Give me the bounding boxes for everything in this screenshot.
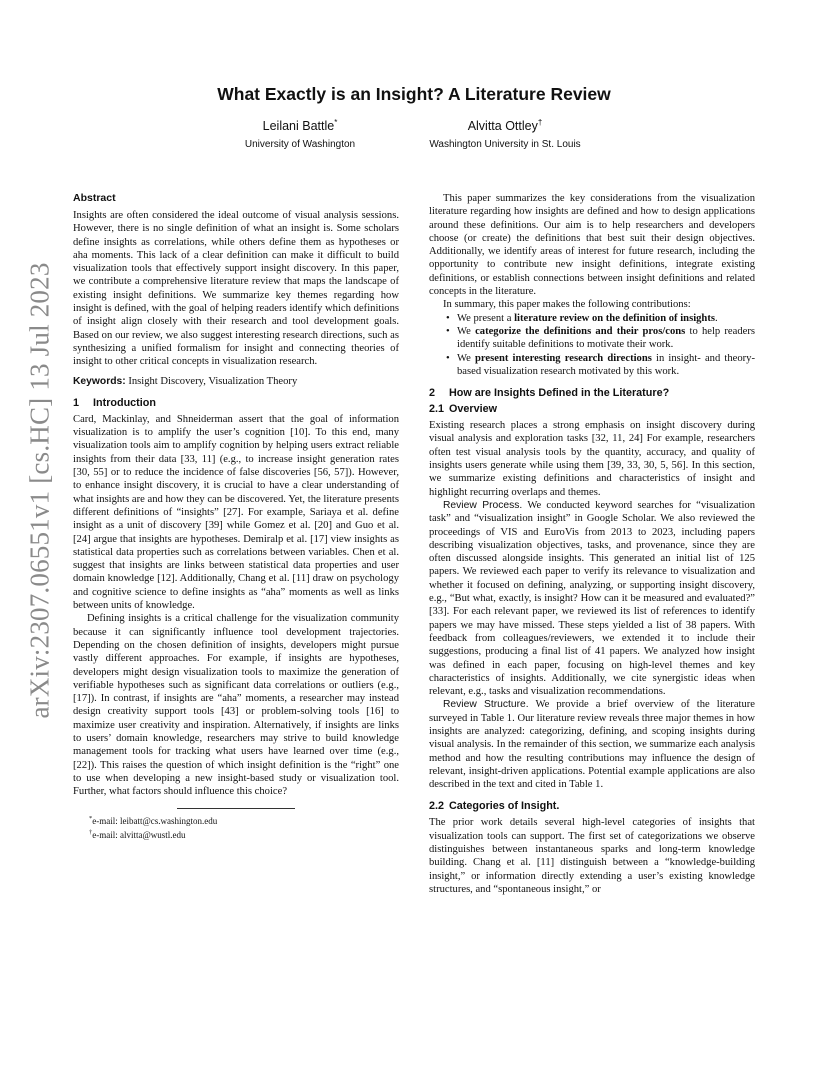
abstract-heading: Abstract [73, 192, 116, 204]
arxiv-identifier: arXiv:2307.06551v1 [cs.HC] 13 Jul 2023 [24, 261, 55, 719]
intro-paragraph-2: Defining insights is a critical challenge for the visualization community because it can significantly influence tool development trajectories. Depending on the chosen definition of insights, developers might pursue vastly different approaches. For example, if insights are hypotheses, developers might design visualization tools to maximize the generation of verifiable hypotheses such as significant data correlations or outliers (e.g., [17]). In contrast, if insights are “aha” moments, a researcher may instead design creativity support tools [43] or problem-solving tools [16] to maximize user creativity and inspiration. Alternatively, if insights are links to users’ domain knowledge, researchers may strive to build knowledge management tools for tracking what users have learned over time (e.g., [22]). This raises the question of which insight definition is the “right” one to use when developing a new insight-based study or visualization tool. Further, what factors should influence this choice? [73, 613, 399, 798]
overview-paragraph: Existing research places a strong emphasis on insight discovery during visual analysis and exploration tasks [32, 11, 24] For example, researchers often test visual analysis tools by the quantity, accuracy, and quality of insights users generate while using them [39, 33, 30, 5, 56]. In this section, we summarize existing definitions and characteristics of insight and highlight recurring overlaps and themes. [429, 420, 755, 498]
arxiv-side-stamp [20, 261, 60, 719]
author-name: Alvitta Ottley [467, 119, 538, 134]
section-heading-introduction: 1 Introduction [73, 396, 156, 409]
review-structure-paragraph: Review Structure. We provide a brief overview of the literature surveyed in Table 1. Our literature review reveals three major themes in how insights are analyzed: categorizing, defining, and scoping insights during visual analysis. In the remainder of this section, we summarize each analysis method and how the resulting contributions may influence the design of relevant, insight-driven applications. Potential example applications are also described in the text and cited in Table 1. [429, 699, 755, 791]
author-affiliation: University of Washington [244, 139, 356, 151]
contributions-list [429, 312, 755, 378]
paper-title: What Exactly is an Insight? A Literature Review [217, 84, 611, 104]
intro-paragraph-1: Card, Mackinlay, and Shneiderman assert that the goal of information visualization is to amplify the user’s cognition [10]. To this end, many visualization tools aim to amplify cognition by helping users extract reliable insights from their data [33, 11] (e.g., to increase insight generation rates [30, 55] or to reduce the incidence of false discoveries [56, 57]). However, to enhance insight discovery, it is crucial to have a clear understanding of what insights are and how they can be discovered. Yet, the literature presents different definitions of “insights” [27]. For example, Sariaya et al. define insight as a unit of discovery [39] while Gomez et al. [20] and Guo et al. [24] argue that insights are hypotheses. Demiralp et al. [17] view insights as statistical data properties such as correlations between variables. Chen et al. suggest that insights are links between statistical data properties and user domain knowledge [12]. Additionally, Chang et al. [11] draw on psychology and cognitive science to define insights as “aha” moments as well as links between units of knowledge. [73, 413, 399, 612]
keywords-label: Keywords: [73, 375, 126, 387]
section-heading-definitions: 2 How are Insights Defined in the Literature? [429, 387, 670, 400]
contribution-item: • We categorize the definitions and their pros/cons to help readers identify suitable definitions to motivate their work. [457, 325, 755, 352]
footnote-email-2: †e-mail: alvitta@wustl.edu [89, 829, 186, 841]
author-affiliation: Washington University in St. Louis [429, 139, 581, 151]
contributions-lead: In summary, this paper makes the following contributions: [443, 299, 691, 311]
author-mark: * [334, 118, 338, 127]
footnote-divider [177, 808, 295, 809]
author-name: Leilani Battle [262, 119, 335, 134]
keywords [73, 375, 399, 388]
keywords-text: Insight Discovery, Visualization Theory [128, 375, 298, 387]
categories-paragraph: The prior work details several high-level categories of insights that visualization tools can support. The first set of categorizations we observe distinguishes between instantaneous sparks and long-term knowledge building. Chang et al. [11] distinguish between a “knowledge-building insight,” or information directly extending a user’s existing knowledge structures, and “spontaneous insight,” or [429, 817, 755, 895]
summary-paragraph: This paper summarizes the key considerations from the visualization literature regarding how insights are defined and how to design applications around these definitions. Our aim is to help researchers and developers choose (or create) the definitions that best suit their design objectives. Additionally, we identify areas of interest for future research, including the opportunity to contribute new insight definitions, integrate existing definitions, or establish connections between insight definitions and related concepts in the literature. [429, 193, 755, 298]
left-column [73, 192, 399, 841]
author-mark: † [537, 118, 543, 127]
right-column [429, 192, 755, 896]
author-block-1 [220, 118, 380, 150]
review-process-paragraph: Review Process. We conducted keyword searches for “visualization task” and “visualization insight” in Google Scholar. We also reviewed the proceedings of VIS and EuroVis from 2013 to 2023, including papers describing visualization objectives, tasks, and provenance, since they are often discussed alongside insights. This generated an initial list of 125 papers. We reviewed each paper to verify its relevance to visualization and whether it focused on defining, analyzing, or supporting insight discovery, e.g., “But what, exactly, is insight? How can it be measured and evaluated?” [33]. For each relevant paper, we reviewed its list of references to identify papers we may have missed. These steps yielded a list of 38 papers. With feedback from colleagues/reviewers, we extended it to include their suggestions, producing a final list of 41 papers. We analyzed how insight was defined in each paper, focusing on high-level themes and key characteristics of insights. Additionally, we cite synergistic ideas when relevant, e.g., tasks and visualization recommendations. [429, 499, 755, 698]
contribution-item: • We present interesting research directions in insight- and theory-based visualization research motivated by this work. [457, 352, 755, 379]
author-block-2 [400, 118, 610, 150]
subsection-heading-categories: 2.2 Categories of Insight. [429, 800, 560, 813]
abstract-text: Insights are often considered the ideal outcome of visual analysis sessions. However, there is no single definition of what an insight is. Some scholars define insights as correlations, while others define them as hypotheses or aha moments. This lack of a clear definition can make it difficult to build visualization tools that effectively support insight discovery. In this paper, we contribute a comprehensive literature review that maps the landscape of existing insight definitions. We summarize key themes regarding how insight is defined, with the goal of helping readers identify which definitions of insight align closely with their research and tool development goals. Based on our review, we also suggest interesting research directions, such as synthesizing a unified formalism for insight and connecting theories of insight to other critical concepts in visualization research. [73, 210, 399, 368]
footnote-email-1: *e-mail: leibatt@cs.washington.edu [89, 815, 218, 827]
contribution-item: • We present a literature review on the definition of insights. [457, 312, 755, 325]
subsection-heading-overview: 2.1 Overview [429, 403, 498, 416]
